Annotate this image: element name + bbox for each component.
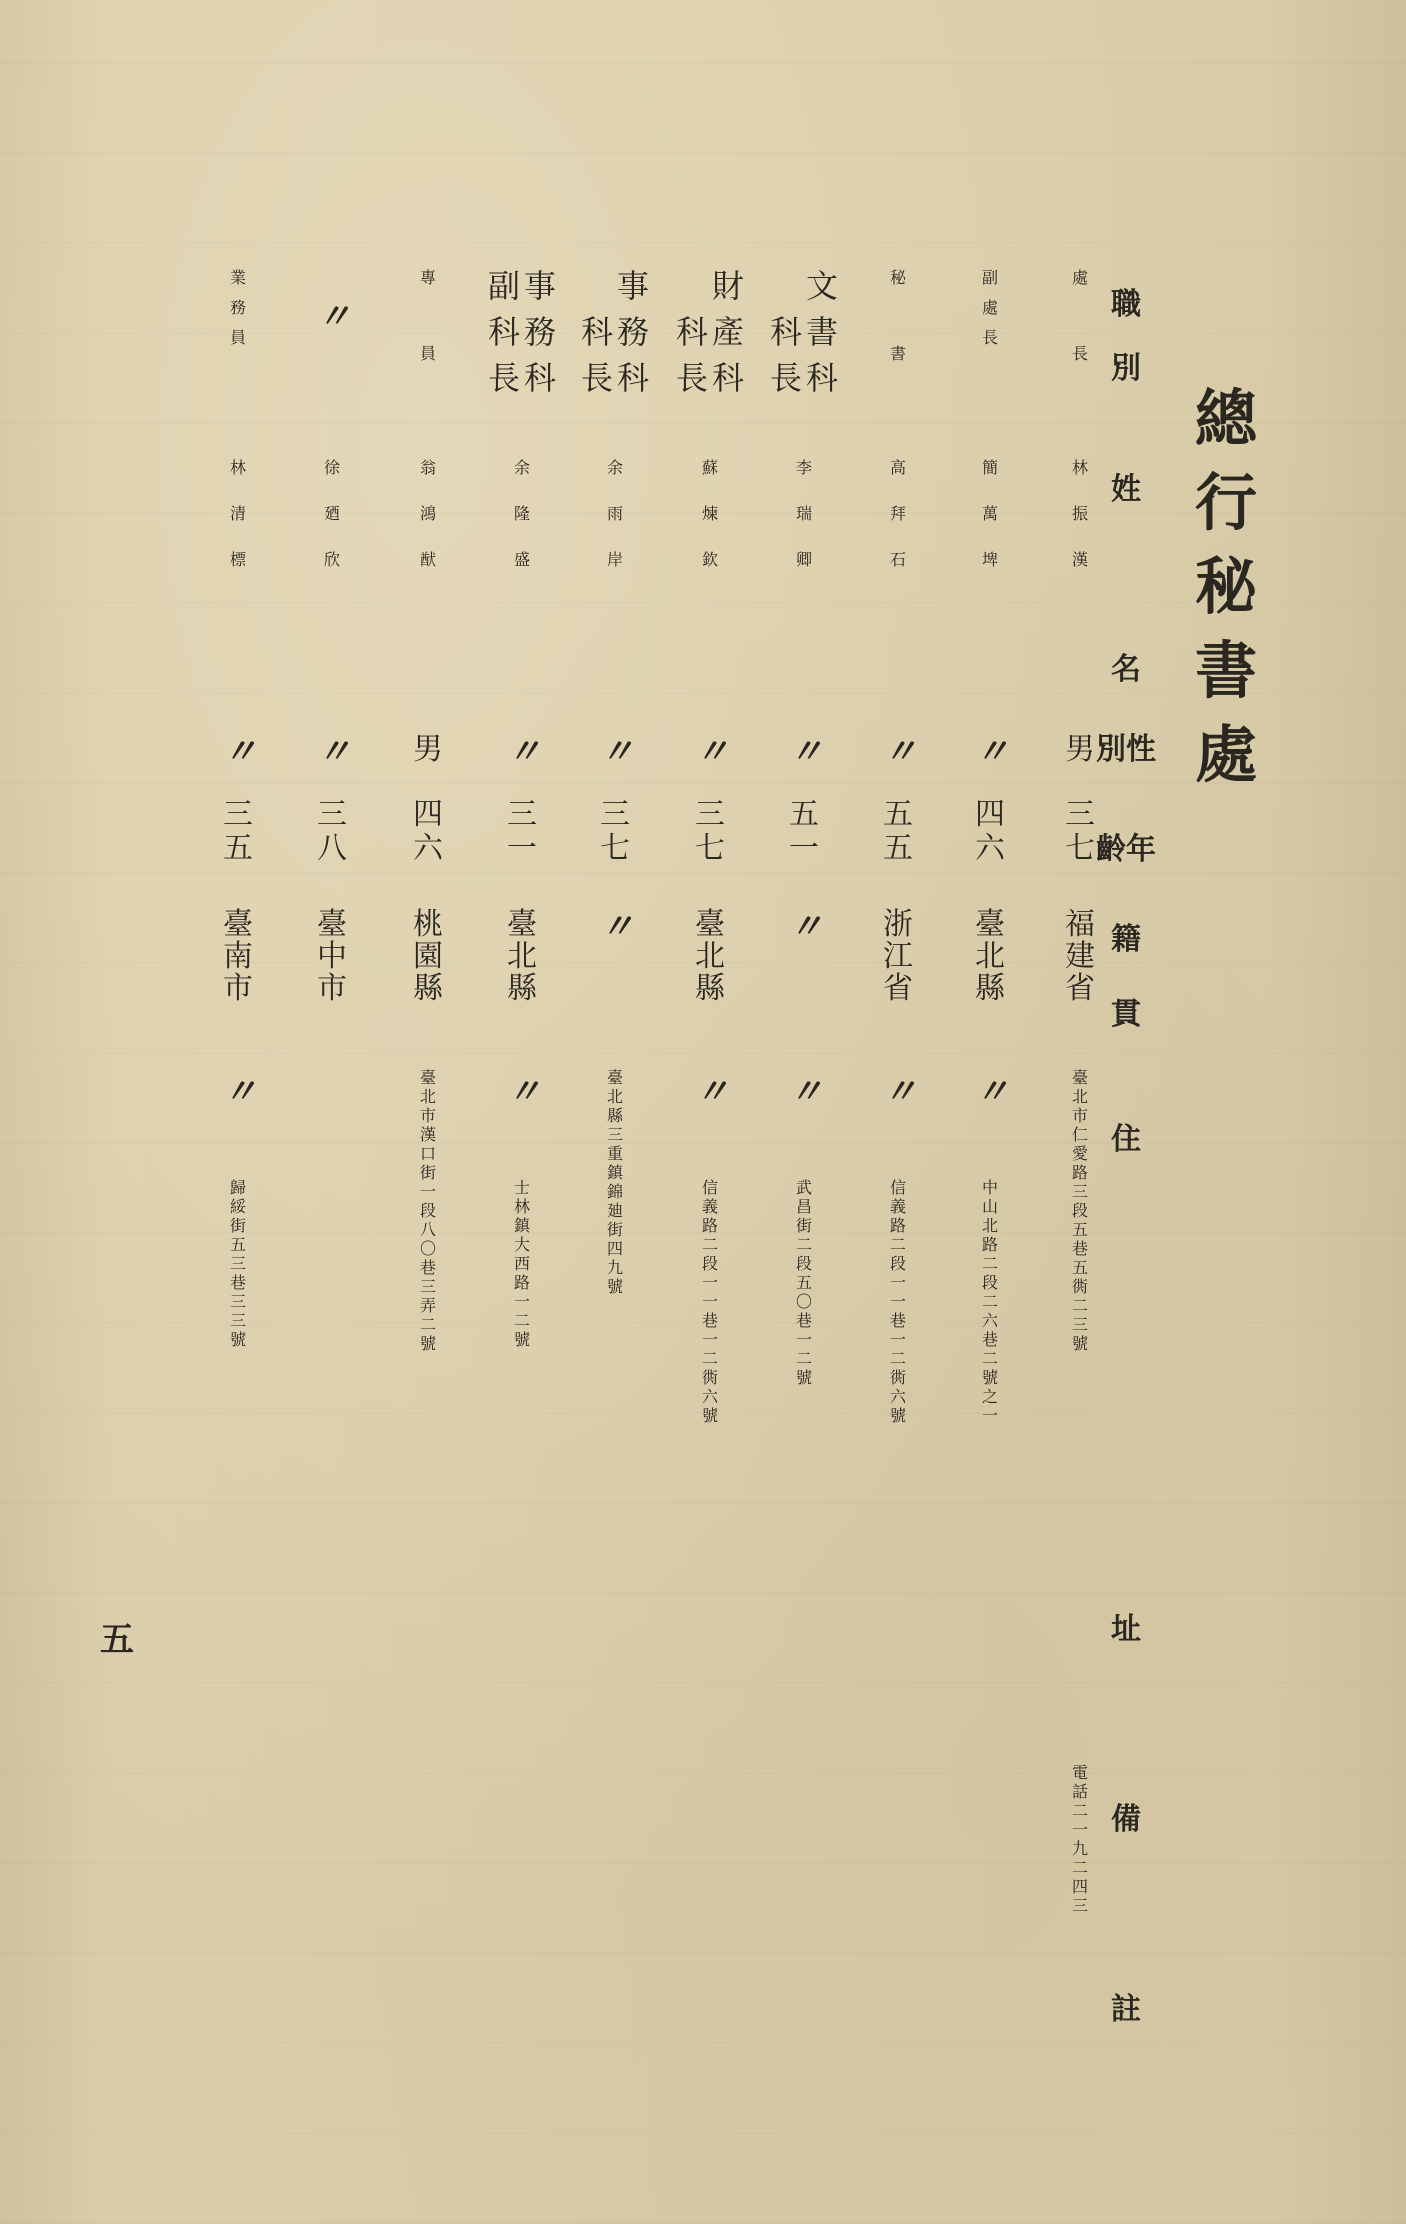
native-place-cell: 福 建 省 bbox=[1065, 907, 1095, 1006]
header-remarks: 備 註 bbox=[1111, 1802, 1141, 2027]
table-row bbox=[198, 0, 278, 2224]
position-cell: 〃 bbox=[317, 297, 347, 337]
gender-cell: 〃 bbox=[695, 732, 725, 772]
position-cell: 專 員 bbox=[419, 268, 437, 363]
address-cell: 武 昌 街 二 段 五 〇 巷 一 二 號 bbox=[795, 1178, 813, 1387]
address-cell: 臺 北 市 仁 愛 路 三 段 五 巷 五 衖 二 三 號 bbox=[1071, 1068, 1089, 1353]
age-cell: 四 六 bbox=[975, 797, 1005, 866]
page-title-text: 總 行 秘 書 處 bbox=[1195, 382, 1258, 791]
age-cell: 五 五 bbox=[883, 797, 913, 866]
gender-cell: 〃 bbox=[975, 732, 1005, 772]
table-row bbox=[575, 0, 655, 2224]
position-cell: 秘 書 bbox=[889, 268, 907, 363]
table-row bbox=[292, 0, 372, 2224]
header-native-place: 籍 貫 bbox=[1111, 922, 1141, 1032]
position-line1: 財 產 科 bbox=[712, 267, 745, 397]
position-cell bbox=[675, 267, 745, 408]
age-cell: 三 七 bbox=[1065, 797, 1095, 866]
age-cell: 三 一 bbox=[507, 797, 537, 866]
address-cell: 士 林 鎮 大 西 路 一 二 號 bbox=[513, 1178, 531, 1349]
position-cell bbox=[487, 267, 557, 408]
position-line1: 文 書 科 bbox=[806, 267, 839, 397]
position-line2: 科 長 bbox=[769, 313, 802, 397]
table-row bbox=[858, 0, 938, 2224]
position-line2: 科 長 bbox=[580, 313, 613, 397]
address-cell: 中 山 北 路 二 段 二 六 巷 二 號 之 一 bbox=[981, 1178, 999, 1425]
age-cell: 三 八 bbox=[317, 797, 347, 866]
age-cell: 五 一 bbox=[789, 797, 819, 866]
name-cell: 余 雨 岸 bbox=[606, 458, 624, 569]
position-line2: 科 長 bbox=[675, 313, 708, 397]
position-line2: 副 科 長 bbox=[487, 267, 520, 397]
address-ditto-cell: 〃 bbox=[695, 1072, 725, 1112]
table-row bbox=[482, 0, 562, 2224]
position-cell: 副 處 長 bbox=[981, 268, 999, 347]
native-place-cell: 臺 北 縣 bbox=[507, 907, 537, 1006]
address-cell: 歸 綏 街 五 三 巷 三 三 號 bbox=[229, 1178, 247, 1349]
table-row bbox=[388, 0, 468, 2224]
page-number: 五 bbox=[100, 1620, 134, 1660]
name-cell: 翁 鴻 猷 bbox=[419, 458, 437, 569]
address-ditto-cell: 〃 bbox=[507, 1072, 537, 1112]
native-place-cell: 〃 bbox=[789, 907, 819, 947]
name-cell: 蘇 煉 欽 bbox=[701, 458, 719, 569]
name-cell: 高 拜 石 bbox=[889, 458, 907, 569]
gender-cell: 〃 bbox=[223, 732, 253, 772]
address-ditto-cell: 〃 bbox=[883, 1072, 913, 1112]
gender-cell: 〃 bbox=[317, 732, 347, 772]
age-cell: 三 七 bbox=[600, 797, 630, 866]
name-cell: 徐 廼 欣 bbox=[323, 458, 341, 569]
address-cell: 信 義 路 二 段 一 一 巷 一 二 衖 六 號 bbox=[889, 1178, 907, 1425]
native-place-cell: 〃 bbox=[600, 907, 630, 947]
header-name: 姓 名 bbox=[1111, 472, 1141, 687]
position-cell: 處 長 bbox=[1071, 268, 1089, 363]
table-row bbox=[670, 0, 750, 2224]
header-position: 職 別 bbox=[1111, 287, 1141, 386]
header-age: 年 齡 bbox=[1096, 832, 1156, 867]
name-cell: 李 瑞 卿 bbox=[795, 458, 813, 569]
gender-cell: 〃 bbox=[789, 732, 819, 772]
position-cell bbox=[580, 267, 650, 408]
header-gender: 性 別 bbox=[1096, 732, 1156, 767]
address-ditto-cell: 〃 bbox=[789, 1072, 819, 1112]
native-place-cell: 桃 園 縣 bbox=[413, 907, 443, 1006]
gender-cell: 〃 bbox=[883, 732, 913, 772]
table-row bbox=[950, 0, 1030, 2224]
gender-cell: 男 bbox=[1065, 732, 1095, 767]
native-place-cell: 臺 中 市 bbox=[317, 907, 347, 1006]
position-cell: 業 務 員 bbox=[229, 268, 247, 347]
name-cell: 簡 萬 埤 bbox=[981, 458, 999, 569]
name-cell: 林 清 標 bbox=[229, 458, 247, 569]
page-title bbox=[1195, 382, 1258, 808]
header-address: 住 址 bbox=[1111, 1122, 1141, 1647]
remarks-cell: 電 話 二 一 九 二 四 三 bbox=[1071, 1763, 1089, 1915]
name-cell: 林 振 漢 bbox=[1071, 458, 1089, 569]
position-line1: 事 務 科 bbox=[524, 267, 557, 397]
gender-cell: 〃 bbox=[507, 732, 537, 772]
age-cell: 三 五 bbox=[223, 797, 253, 866]
native-place-cell: 臺 北 縣 bbox=[695, 907, 725, 1006]
address-ditto-cell: 〃 bbox=[975, 1072, 1005, 1112]
native-place-cell: 臺 南 市 bbox=[223, 907, 253, 1006]
position-line1: 事 務 科 bbox=[617, 267, 650, 397]
native-place-cell: 浙 江 省 bbox=[883, 907, 913, 1006]
address-cell: 信 義 路 二 段 一 一 巷 一 二 衖 六 號 bbox=[701, 1178, 719, 1425]
native-place-cell: 臺 北 縣 bbox=[975, 907, 1005, 1006]
position-cell bbox=[769, 267, 839, 408]
table-row bbox=[764, 0, 844, 2224]
table-row bbox=[1040, 0, 1120, 2224]
age-cell: 三 七 bbox=[695, 797, 725, 866]
gender-cell: 男 bbox=[413, 732, 443, 767]
age-cell: 四 六 bbox=[413, 797, 443, 866]
name-cell: 余 隆 盛 bbox=[513, 458, 531, 569]
address-ditto-cell: 〃 bbox=[223, 1072, 253, 1112]
address-cell: 臺 北 縣 三 重 鎮 錦 廸 街 四 九 號 bbox=[606, 1068, 624, 1296]
address-cell: 臺 北 市 漢 口 街 一 段 八 〇 巷 三 弄 二 號 bbox=[419, 1068, 437, 1353]
gender-cell: 〃 bbox=[600, 732, 630, 772]
